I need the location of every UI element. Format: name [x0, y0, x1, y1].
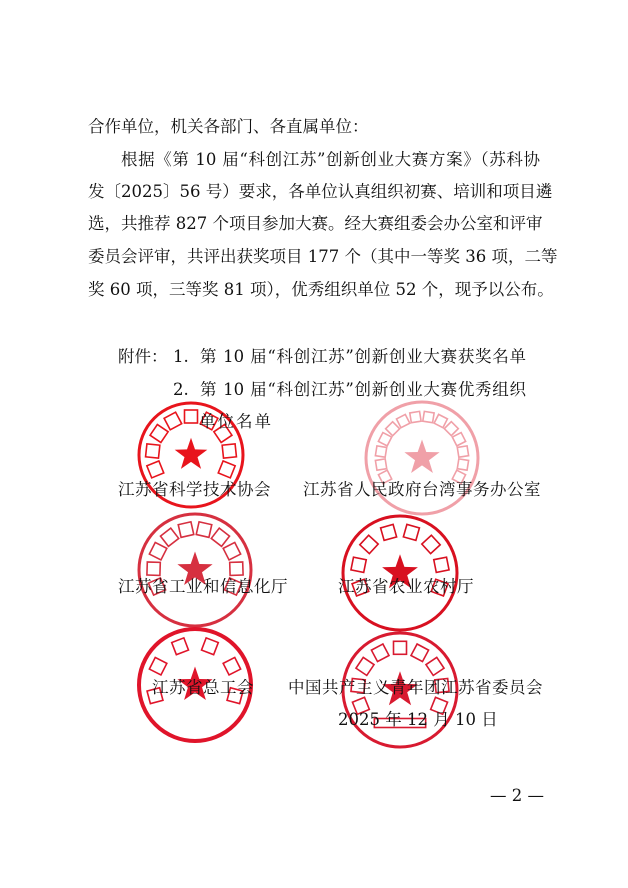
seal-lettering-mark — [394, 641, 407, 654]
seal-lettering-mark — [381, 524, 397, 540]
seal-lettering-mark — [211, 528, 229, 546]
seal-lettering-mark — [410, 411, 421, 422]
seal-lettering-mark — [375, 459, 386, 470]
attachment-number: 1. — [173, 347, 189, 366]
signatory: 江苏省人民政府台湾事务办公室 — [303, 480, 541, 499]
seal-lettering-mark — [150, 424, 168, 442]
attachment-continuation: 单位名单 — [199, 412, 273, 431]
seal-lettering-mark — [434, 414, 447, 427]
seal-lettering-mark — [378, 433, 391, 446]
seal-lettering-mark — [164, 412, 182, 430]
seal-lettering-mark — [160, 528, 178, 546]
signatory: 江苏省农业农村厅 — [338, 577, 474, 596]
page-number: — 2 — — [490, 786, 544, 805]
seal-lettering-mark — [178, 522, 194, 538]
seal-lettering-mark — [146, 444, 160, 458]
seal-lettering-mark — [172, 638, 189, 655]
body-line: 委员会评审，共评出获奖项目 177 个（其中一等奖 36 项，二等 — [88, 247, 558, 266]
document-date: 2025 年 12 月 10 日 — [338, 710, 498, 729]
seal-lettering-mark — [149, 542, 166, 559]
seal-lettering-mark — [185, 410, 198, 423]
seal-lettering-mark — [457, 459, 468, 470]
seal-lettering-mark — [371, 644, 389, 662]
seal-lettering-mark — [452, 433, 465, 446]
seal-lettering-mark — [223, 542, 240, 559]
salutation: 合作单位，机关各部门、各直属单位： — [88, 117, 369, 136]
seal-lettering-mark — [411, 644, 429, 662]
seal-lettering-mark — [457, 446, 468, 457]
seal-lettering-mark — [222, 444, 236, 458]
body-line: 发〔2025〕56 号）要求，各单位认真组织初赛、培训和项目遴 — [88, 182, 553, 201]
seal-lettering-mark — [147, 562, 160, 575]
seal-lettering-mark — [147, 461, 164, 478]
body-line: 奖 60 项，三等奖 81 项），优秀组织单位 52 个，现予以公布。 — [88, 280, 554, 299]
signatory: 江苏省科学技术协会 — [118, 480, 271, 499]
seal-lettering-mark — [360, 535, 378, 553]
signatory: 中国共产主义青年团江苏省委员会 — [288, 678, 543, 697]
seal-lettering-mark — [356, 657, 374, 675]
attachments-label: 附件： — [118, 347, 168, 366]
signatory: 江苏省工业和信息化厅 — [118, 577, 288, 596]
signatory: 江苏省总工会 — [152, 678, 254, 697]
seal-lettering-mark — [396, 414, 409, 427]
attachment-item: 第 10 届“科创江苏”创新创业大赛获奖名单 — [200, 347, 526, 366]
seal-lettering-mark — [422, 535, 440, 553]
seal-lettering-mark — [426, 657, 444, 675]
seal-lettering-mark — [230, 562, 243, 575]
seal-lettering-mark — [196, 522, 212, 538]
seal-lettering-mark — [423, 411, 434, 422]
body-line: 选，共推荐 827 个项目参加大赛。经大赛组委会办公室和评审 — [88, 214, 543, 233]
seal-lettering-mark — [375, 446, 386, 457]
seal — [139, 514, 251, 626]
seal-lettering-mark — [351, 557, 366, 572]
seal-lettering-mark — [149, 657, 166, 674]
seal-star-icon — [175, 438, 208, 469]
seal-lettering-mark — [202, 638, 219, 655]
body-line: 根据《第 10 届“科创江苏”创新创业大赛方案》（苏科协 — [121, 150, 540, 169]
seal — [343, 516, 457, 630]
seal-star-icon — [404, 440, 439, 474]
seal-lettering-mark — [403, 524, 419, 540]
attachment-number: 2. — [173, 380, 189, 399]
seal-lettering-mark — [434, 557, 449, 572]
seal-lettering-mark — [223, 657, 240, 674]
attachment-item: 第 10 届“科创江苏”创新创业大赛优秀组织 — [200, 380, 526, 399]
seal-lettering-mark — [218, 461, 235, 478]
seal-lettering-mark — [444, 422, 458, 436]
seal-lettering-mark — [386, 422, 400, 436]
